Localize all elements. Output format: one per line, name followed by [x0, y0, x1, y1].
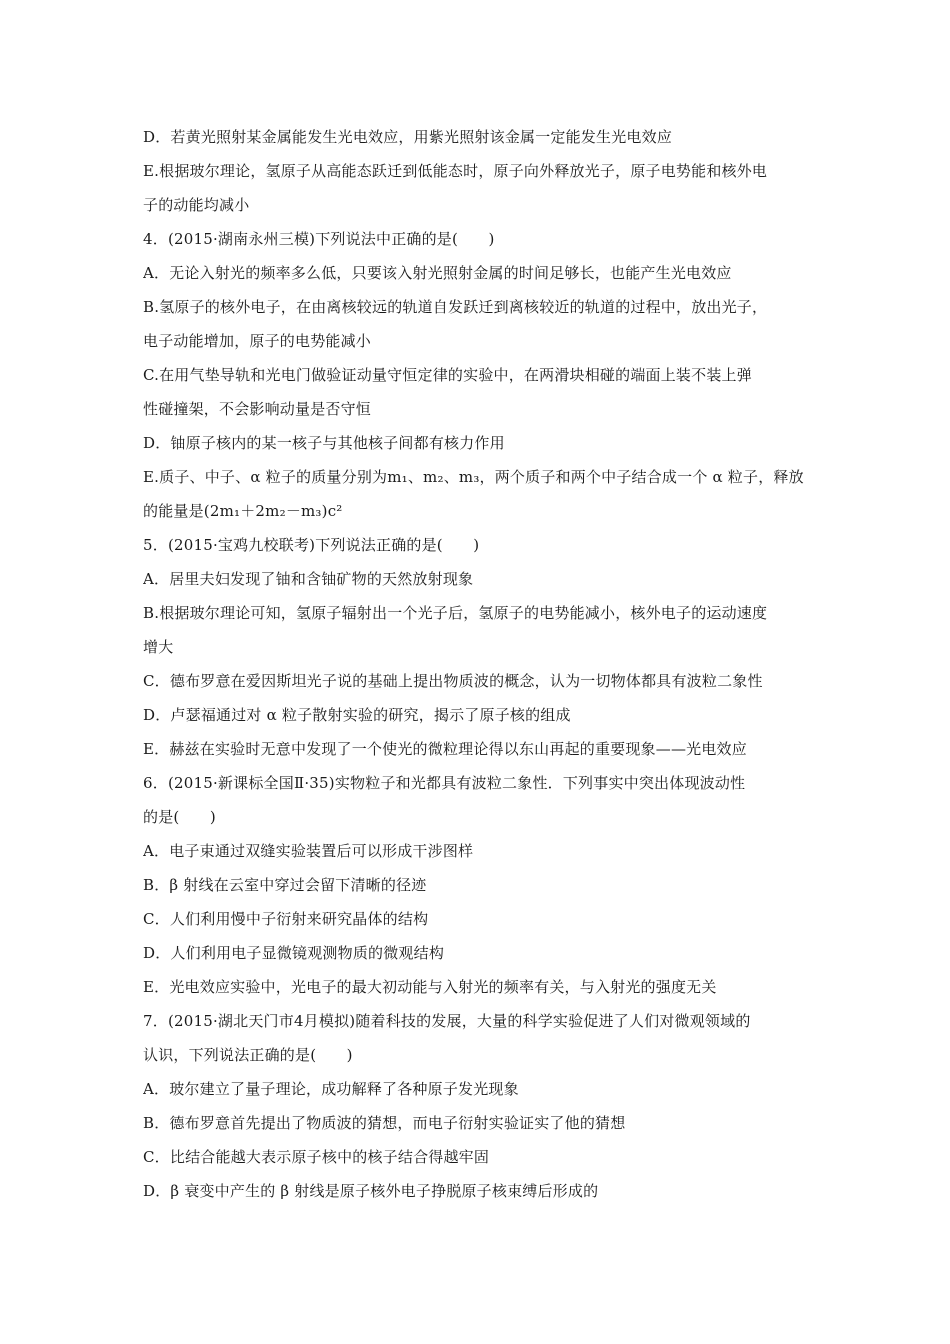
- question-7-stem: 7．(2015·湖北天门市4月模拟)随着科技的发展，大量的科学实验促进了人们对微观领域的: [143, 1012, 751, 1030]
- text-line: A．玻尔建立了量子理论，成功解释了各种原子发光现象: [143, 1080, 519, 1098]
- text-line: 增大: [143, 638, 174, 656]
- text-line: 子的动能均减小: [143, 196, 250, 214]
- text-line: B．德布罗意首先提出了物质波的猜想，而电子衍射实验证实了他的猜想: [143, 1114, 626, 1132]
- text-line: A．无论入射光的频率多么低，只要该入射光照射金属的时间足够长，也能产生光电效应: [143, 264, 732, 282]
- question-4-stem: 4．(2015·湖南永州三模)下列说法中正确的是( ): [143, 230, 495, 248]
- question-6-stem: 6．(2015·新课标全国Ⅱ·35)实物粒子和光都具有波粒二象性．下列事实中突出体现波动性: [143, 774, 746, 792]
- text-line: E.质子、中子、α 粒子的质量分别为m₁、m₂、m₃，两个质子和两个中子结合成一个 α 粒子，释放: [143, 468, 804, 486]
- question-text-block: [143, 120, 823, 1208]
- text-line: 的能量是(2m₁＋2m₂－m₃)c²: [143, 502, 343, 520]
- text-line: D．卢瑟福通过对 α 粒子散射实验的研究，揭示了原子核的组成: [143, 706, 571, 724]
- text-line: E．赫兹在实验时无意中发现了一个使光的微粒理论得以东山再起的重要现象——光电效应: [143, 740, 747, 758]
- text-line: D．铀原子核内的某一核子与其他核子间都有核力作用: [143, 434, 505, 452]
- text-line: A．居里夫妇发现了铀和含铀矿物的天然放射现象: [143, 570, 474, 588]
- text-line: 电子动能增加，原子的电势能减小: [143, 332, 372, 350]
- question-5-stem: 5．(2015·宝鸡九校联考)下列说法正确的是( ): [143, 536, 480, 554]
- text-line: 认识，下列说法正确的是( ): [143, 1046, 353, 1064]
- text-line: B．β 射线在云室中穿过会留下清晰的径迹: [143, 876, 427, 894]
- text-line: B.根据玻尔理论可知，氢原子辐射出一个光子后，氢原子的电势能减小，核外电子的运动速度: [143, 604, 768, 622]
- text-line: D．若黄光照射某金属能发生光电效应，用紫光照射该金属一定能发生光电效应: [143, 128, 673, 146]
- text-line: A．电子束通过双缝实验装置后可以形成干涉图样: [143, 842, 474, 860]
- text-line: C.在用气垫导轨和光电门做验证动量守恒定律的实验中，在两滑块相碰的端面上装不装上弹: [143, 366, 752, 384]
- text-line: C．比结合能越大表示原子核中的核子结合得越牢固: [143, 1148, 490, 1166]
- text-line: D．人们利用电子显微镜观测物质的微观结构: [143, 944, 445, 962]
- text-line: C．德布罗意在爱因斯坦光子说的基础上提出物质波的概念，认为一切物体都具有波粒二象性: [143, 672, 763, 690]
- text-line: 的是( ): [143, 808, 216, 826]
- text-line: D．β 衰变中产生的 β 射线是原子核外电子挣脱原子核束缚后形成的: [143, 1182, 599, 1200]
- text-line: C．人们利用慢中子衍射来研究晶体的结构: [143, 910, 429, 928]
- text-line: E.根据玻尔理论，氢原子从高能态跃迁到低能态时，原子向外释放光子，原子电势能和核外电: [143, 162, 768, 180]
- text-line: B.氢原子的核外电子，在由离核较远的轨道自发跃迁到离核较近的轨道的过程中，放出光子，: [143, 298, 768, 316]
- text-line: E．光电效应实验中，光电子的最大初动能与入射光的频率有关，与入射光的强度无关: [143, 978, 717, 996]
- text-line: 性碰撞架，不会影响动量是否守恒: [143, 400, 372, 418]
